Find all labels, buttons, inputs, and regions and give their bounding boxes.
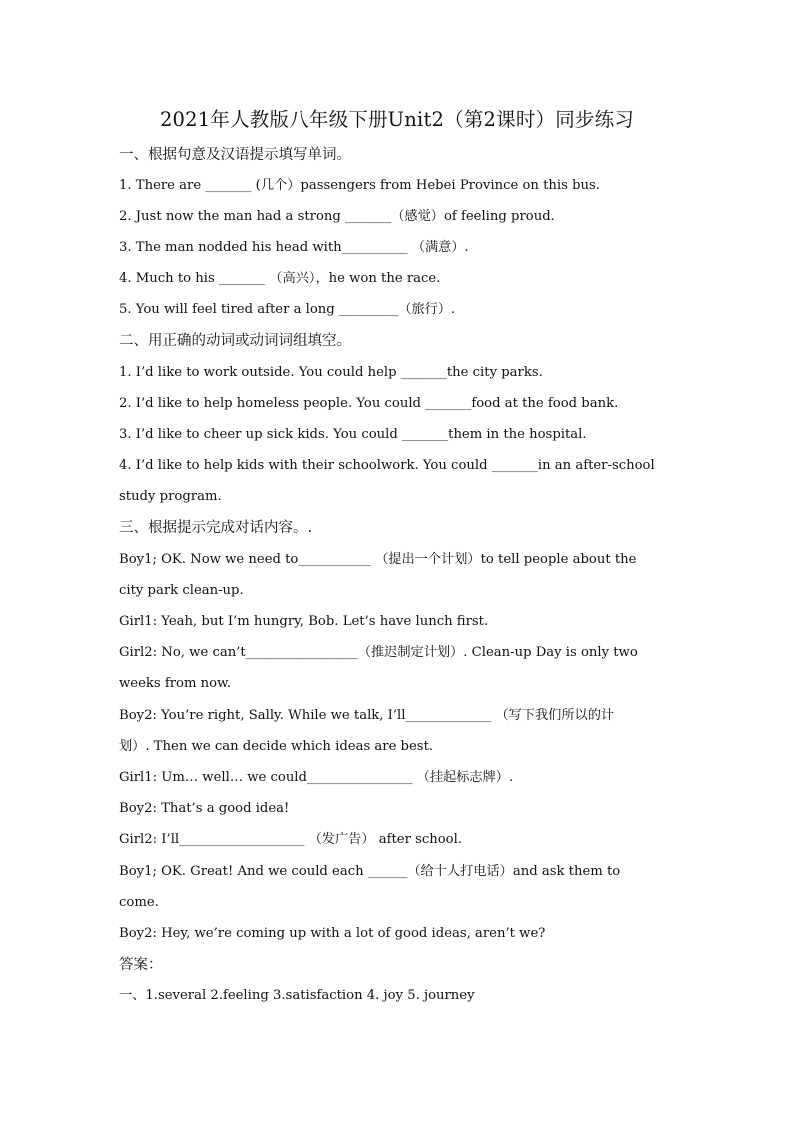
question-line: 4. I’d like to help kids with their schoolwork. You could _______in an after-school bbox=[119, 458, 655, 473]
dialogue-line: 划）. Then we can decide which ideas are best. bbox=[119, 739, 434, 754]
section-3-heading: 三、根据提示完成对话内容。. bbox=[119, 520, 313, 536]
dialogue-line: Boy2: You’re right, Sally. While we talk, I’ll_____________ （写下我们所以的计 bbox=[119, 708, 615, 723]
dialogue-line: city park clean-up. bbox=[119, 583, 244, 598]
answers-heading: 答案： bbox=[119, 957, 163, 973]
dialogue-line: Boy1; OK. Now we need to___________ （提出一个计划）to tell people about the bbox=[119, 552, 637, 567]
question-line: 3. The man nodded his head with__________ （满意）. bbox=[119, 240, 469, 255]
question-line: 1. There are _______ (几个）passengers from Hebei Province on this bus. bbox=[119, 178, 600, 193]
dialogue-line: Girl1: Um… well… we could________________ （挂起标志牌）. bbox=[119, 770, 514, 785]
section-2-heading: 二、用正确的动词或动词词组填空。 bbox=[119, 333, 351, 349]
question-line: 4. Much to his _______ （高兴），he won the race. bbox=[119, 271, 441, 286]
document-title: 2021年人教版八年级下册Unit2（第2课时）同步练习 bbox=[159, 108, 635, 131]
question-line: 2. I’d like to help homeless people. You could _______food at the food bank. bbox=[119, 396, 619, 411]
dialogue-line: Girl1: Yeah, but I’m hungry, Bob. Let’s have lunch first. bbox=[119, 614, 489, 629]
question-line: 1. I’d like to work outside. You could help _______the city parks. bbox=[119, 365, 543, 380]
answer-line: 一、1.several 2.feeling 3.satisfaction 4. joy 5. journey bbox=[119, 988, 475, 1003]
dialogue-line: Boy1; OK. Great! And we could each ______（给十人打电话）and ask them to bbox=[119, 864, 621, 879]
dialogue-line: Boy2: Hey, we’re coming up with a lot of good ideas, aren’t we? bbox=[119, 926, 546, 941]
question-line: 2. Just now the man had a strong _______（感觉）of feeling proud. bbox=[119, 209, 555, 224]
section-1-heading: 一、根据句意及汉语提示填写单词。 bbox=[119, 147, 351, 163]
question-line: 3. I’d like to cheer up sick kids. You could _______them in the hospital. bbox=[119, 427, 587, 442]
dialogue-line: weeks from now. bbox=[119, 676, 232, 691]
dialogue-line: Boy2: That’s a good idea! bbox=[119, 801, 290, 816]
question-line: 5. You will feel tired after a long _________（旅行）. bbox=[119, 302, 456, 317]
dialogue-line: Girl2: No, we can’t_________________（推迟制定计划）. Clean-up Day is only two bbox=[119, 645, 638, 660]
dialogue-line: come. bbox=[119, 895, 159, 910]
question-line: study program. bbox=[119, 489, 222, 504]
dialogue-line: Girl2: I’ll___________________ （发广告） after school. bbox=[119, 832, 463, 847]
